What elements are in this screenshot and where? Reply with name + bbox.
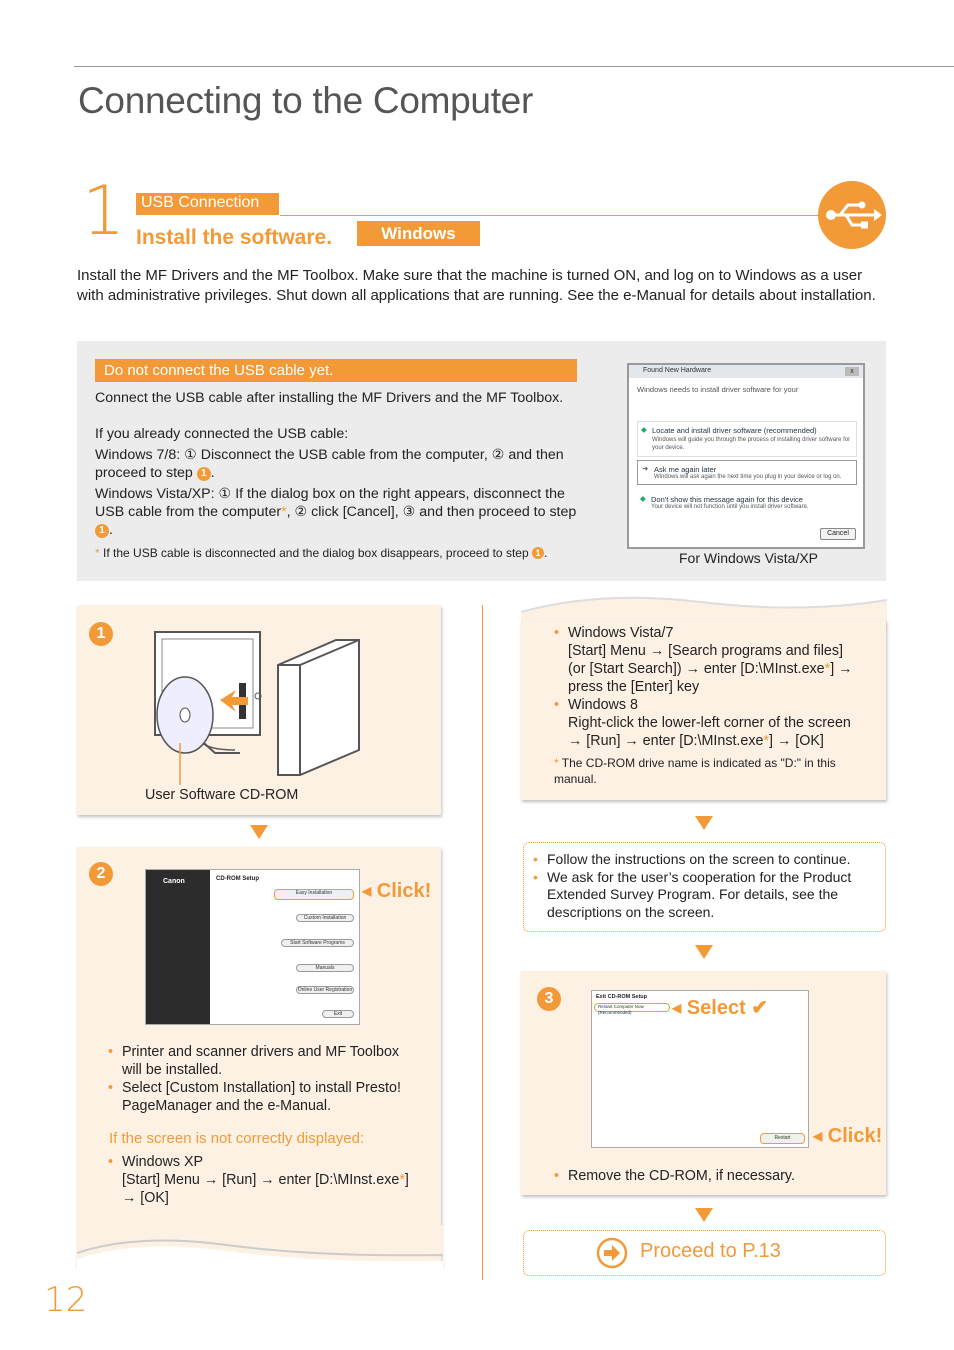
run-instructions: • Windows Vista/7 [Start] Menu → [Search programs and files] (or [Start Search]) → enter [D:\MInst.exe*] → press the [Enter] key • Windows 8 Right-click the lower-left corner of the screen → [Run] → enter [D:\MInst.exe*] → [OK] (568, 624, 873, 750)
usb-icon (818, 181, 886, 249)
down-arrow-icon (695, 1208, 713, 1222)
install-title: Install the software. (136, 226, 333, 249)
click-label: ◀ Click! (362, 880, 432, 902)
down-arrow-icon (250, 825, 268, 839)
panel-wave-bottom (77, 1225, 443, 1285)
restart-option-radio[interactable]: Restart Computer Now (Recommended) (594, 1003, 670, 1012)
step-number: 1 (82, 172, 126, 251)
select-label: ◀ Select ✔ (672, 997, 769, 1019)
cd-rom-caption: User Software CD-ROM (145, 787, 299, 803)
custom-installation-button[interactable]: Custom Installation (296, 914, 354, 922)
cd-drive-note: * The CD-ROM drive name is indicated as "D:" in this manual. (554, 756, 836, 786)
usb-connection-tag: USB Connection (136, 193, 279, 215)
notice-heading: Do not connect the USB cable yet. (95, 359, 577, 382)
notice-win78: Windows 7/8: ① Disconnect the USB cable from the computer, ② and then proceed to step 1 . (95, 447, 564, 481)
step-badge-3: 3 (537, 987, 561, 1011)
close-icon[interactable]: x (845, 367, 859, 376)
cd-rom-setup-window (145, 869, 360, 1025)
click-label: ◀ Click! (813, 1125, 883, 1147)
top-rule (74, 66, 954, 67)
dialog-message: Windows needs to install driver software for your (637, 385, 799, 394)
list-item: • Windows 8 (554, 697, 638, 713)
notice-footnote: * If the USB cable is disconnected and the dialog box disappears, proceed to step 1 . (95, 546, 548, 560)
list-item: • Windows Vista/7 (554, 625, 674, 641)
online-registration-button[interactable]: Online User Registration (297, 987, 353, 993)
notice-subheading: If you already connected the USB cable: (95, 426, 349, 442)
display-issue-heading: If the screen is not correctly displayed: (109, 1130, 365, 1147)
follow-bullets (533, 851, 867, 921)
manuals-button[interactable]: Manuals (296, 964, 354, 972)
list-item: • Printer and scanner drivers and MF Toolbox will be installed. (108, 1044, 400, 1078)
column-divider (482, 605, 483, 1280)
exit-setup-title: Exit CD-ROM Setup (596, 994, 648, 1000)
notice-text: Connect the USB cable after installing the MF Drivers and the MF Toolbox. (95, 390, 564, 406)
shield-icon: ◆ (640, 494, 646, 503)
page-title: Connecting to the Computer (78, 80, 533, 121)
canon-logo: Canon (163, 878, 185, 885)
remove-cd-item: • Remove the CD-ROM, if necessary. (554, 1168, 795, 1184)
start-programs-button[interactable]: Start Software Programs (281, 939, 354, 947)
intro-text: Install the MF Drivers and the MF Toolbox. Make sure that the machine is turned ON, and log on to Windows as a user with administrative privileges. Shut down all applications that are running. See the e-Manual for details about installation. (77, 267, 876, 304)
exit-button[interactable]: Exit (322, 1010, 354, 1018)
panel2-bullets (108, 1043, 412, 1115)
dialog-option-ask-later[interactable]: Ask me again later Windows will ask again the next time you plug in your device or log on. ➜ (637, 460, 857, 485)
notice-vista: Windows Vista/XP: ① If the dialog box on the right appears, disconnect the USB cable from the computer*, ② click [Cancel], ③ and then proceed to step 1 . (95, 486, 577, 538)
canon-sidebar (146, 870, 210, 1024)
cancel-button[interactable]: Cancel (820, 528, 856, 540)
restart-button[interactable]: Restart (760, 1133, 805, 1144)
easy-installation-button[interactable]: Easy Installation (274, 889, 354, 900)
step-rule (280, 215, 825, 216)
list-item: • Follow the instructions on the screen to continue. (533, 851, 851, 867)
found-new-hardware-dialog (627, 363, 865, 549)
windows-tag: Windows (357, 221, 480, 246)
dialog-option-dont-show[interactable]: Don't show this message again for this device Your device will not function until you install driver software. ◆ (637, 491, 857, 515)
proceed-label[interactable]: Proceed to P.13 (640, 1240, 781, 1262)
dialog-option-locate[interactable]: Locate and install driver software (recommended) Windows will guide you through the process of installing driver software for your device. ◆ (637, 421, 857, 457)
page-number: 12 (44, 1280, 88, 1320)
proceed-arrow-icon (596, 1237, 628, 1274)
computer-cd-illustration (140, 625, 380, 790)
down-arrow-icon (695, 945, 713, 959)
arrow-icon: ➜ (642, 464, 649, 473)
windows-xp-item: • Windows XP [Start] Menu → [Run] → enter [D:\MInst.exe*] → [OK] (108, 1154, 409, 1206)
list-item: • Select [Custom Installation] to install Presto! PageManager and the e-Manual. (108, 1080, 401, 1114)
shield-icon: ◆ (641, 425, 647, 434)
step-badge-2: 2 (89, 862, 113, 886)
down-arrow-icon (695, 816, 713, 830)
dialog-caption: For Windows Vista/XP (679, 550, 819, 566)
list-item: • We ask for the user’s cooperation for the Product Extended Survey Program. For details, see the descriptions on the screen. (533, 868, 852, 920)
cd-setup-title: CD-ROM Setup (216, 876, 259, 882)
step-badge-1: 1 (89, 622, 113, 646)
dialog-titlebar: Found New Hardware x (629, 365, 863, 378)
